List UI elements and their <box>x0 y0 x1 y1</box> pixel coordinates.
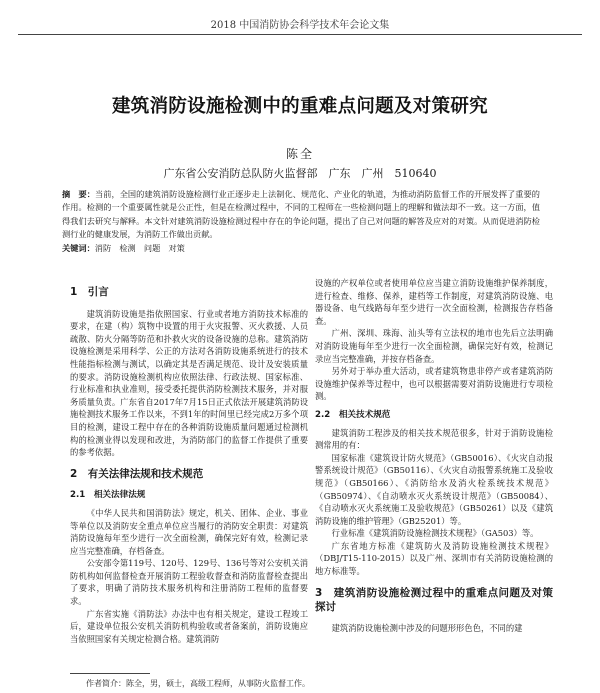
abstract-text: 当前，全国的建筑消防设施检测行业正逐步走上法制化、规范化、产业化的轨道，为推动消防监督工作的开展发挥了重要的作用。检测的一个重要属性就是公正性，但是在检测过程中，不同的工程师在一些检测问题上的理解和做法却不一致。这一方面，值得我们去研究与解释。本文针对建筑消防设施检测过程中存在的争论问题，提出了自己对问题的解答及应对的对策。从而促进消防检测行业的健康发展，为消防工作做出贡献。 <box>62 189 540 240</box>
industry-standards-paragraph: 行业标准《建筑消防设施检测技术规程》（GA503）等。 <box>331 528 539 539</box>
continued-paragraph: 设施的产权单位或者使用单位应当建立消防设施维护保养制度，进行检查、维修、保养，建档等工作制度，对建筑消防设施、电器设备、电气线路每年至少进行一次全面检测，检测报告存档备查。 <box>315 278 553 326</box>
special-inspection-paragraph: 另外对于举办重大活动，或者建筑物患非停产或者建筑消防设施维护保养等过程中，也可以根据需要对消防设施进行专项检测。 <box>315 366 553 402</box>
author-affiliation: 广东省公安消防总队防火监督部 广东 广州 510640 <box>163 167 437 180</box>
keywords-label: 关键词： <box>62 243 95 253</box>
running-header: 2018 中国消防协会科学技术年会论文集 <box>210 20 390 31</box>
section-1-heading: 1 引言 <box>70 286 109 298</box>
right-column <box>315 277 553 634</box>
section-2-heading: 2 有关法律法规和技术规范 <box>70 467 204 480</box>
footnote-rule <box>70 673 150 674</box>
local-legislation-paragraph: 广州、深圳、珠海、汕头等有立法权的地市也先后立法明确对消防设施每年至少进行一次全面检测，确保完好有效，检测记录应当完整准确，并按存档备查。 <box>315 328 553 364</box>
left-column <box>70 277 308 645</box>
abstract <box>62 188 540 242</box>
keywords <box>62 243 540 254</box>
header-rule <box>18 34 582 35</box>
section-3-paragraph: 建筑消防设施检测中涉及的问题形形色色，不同的建 <box>331 622 523 633</box>
section-3-heading: 3 建筑消防设施检测过程中的重难点问题及对策探讨 <box>315 586 553 613</box>
author-name: 陈全 <box>285 147 314 161</box>
section-2-1-heading: 2.1 相关法律法规 <box>70 490 146 501</box>
paper-title: 建筑消防设施检测中的重难点问题及对策研究 <box>111 96 488 117</box>
section-2-1-paragraph-2: 公安部令第119号、120号、129号、136号等对公安机关消防机构如何监督检查开展消防工程验收督查和消防监督检查提出了要求，明确了消防技术服务机构和注册消防工程师的监督要求。 <box>70 558 308 607</box>
section-1-paragraph: 建筑消防设施是指依照国家、行业或者地方消防技术标准的要求，在建（构）筑物中设置的用于火灾报警、灭火救援、人员疏散、防火分隔等防范和扑救火灾的设备设施的总称。建筑消防设施检测是采用科学、公正的方法对各消防设施系统进行的技术性能指标检测与测试，以确定其是否满足规范、设计及安装质量的要求。消防设施检测机构应依照法律、行政法规、国家标准、行业标准和执业准则，接受委托提供消防检测技术服务，并对服务质量负责。广东省自2017年7月15日正式依法开展建筑消防设施检测技术服务工作以来，不到1年的时间里已经完成2万多个项目的检测，建设工程中存在的各种消防设施质量问题通过检测机构的检测业得以发现和改进，为消防部门的监督工作提供了重要的参考依据。 <box>70 308 308 458</box>
abstract-label: 摘 要： <box>62 189 95 199</box>
keywords-text: 消防 检测 问题 对策 <box>94 243 185 253</box>
local-standards-paragraph: 广东省地方标准《建筑防火及消防设施检测技术规程》（DBJ/T15-110-2015）以及广州、深圳市有关消防设施检测的地方标准等。 <box>315 540 553 577</box>
national-standards-list: 国家标准《建筑设计防火规范》（GB50016）、《火灾自动报警系统设计规范》（GB50116）、《火灾自动报警系统施工及验收规范》（GB50166）、《消防给水及消火栓系统技术规范》（GB50974）、《自动喷水灭火系统设计规范》（GB50084）、《自动喷水灭火系统施工及验收规范》（GB50261）以及《建筑消防设施的维护管理》（GB25201）等。 <box>315 452 553 526</box>
section-2-2-intro: 建筑消防工程涉及的相关技术规范很多，针对于消防设施检测常用的有： <box>315 427 553 451</box>
section-2-1-paragraph-3: 广东省实施《消防法》办法中也有相关规定，建设工程竣工后，建设单位报公安机关消防机构验收或者备案前，消防设施应当依照国家有关规定检测合格。建筑消防 <box>70 608 308 644</box>
section-2-1-paragraph-1: 《中华人民共和国消防法》规定，机关、团体、企业、事业等单位以及消防安全重点单位应当履行的消防安全职责：对建筑消防设施每年至少进行一次全面检测，确保完好有效，检测记录应当完整准确，存档备查。 <box>70 507 308 556</box>
author-footnote: 作者简介：陈全，男，硕士，高级工程师，从事防火监督工作。 <box>86 679 310 688</box>
section-2-2-heading: 2.2 相关技术规范 <box>315 409 391 420</box>
